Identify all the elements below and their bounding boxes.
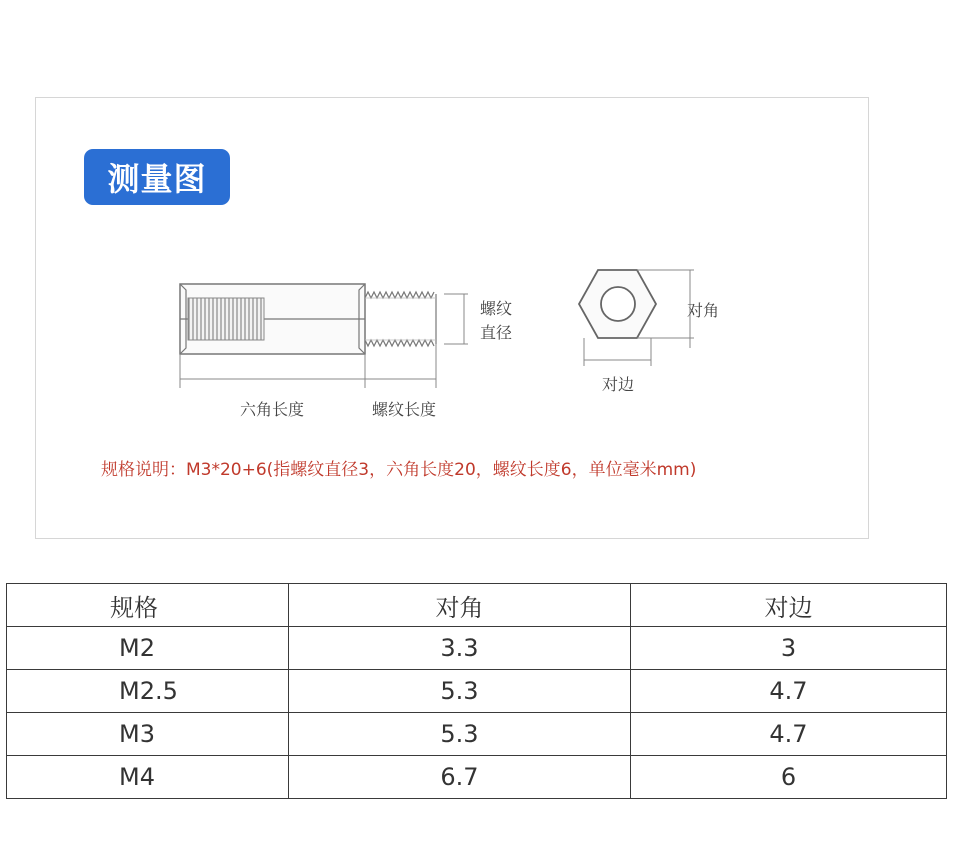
cell-across-flats: 4.7	[631, 670, 947, 713]
table-row	[7, 713, 947, 756]
measurement-badge: 测量图	[84, 149, 230, 205]
hex-body	[180, 284, 365, 354]
cell-spec: M2.5	[7, 670, 289, 713]
table-header-row	[7, 584, 947, 627]
measurement-panel	[35, 97, 869, 539]
cell-across-flats: 3	[631, 627, 947, 670]
cell-diagonal: 3.3	[289, 627, 631, 670]
header-spec: 规格	[7, 584, 289, 627]
across-flats-label: 对边	[601, 375, 635, 394]
length-dimensions	[180, 344, 436, 419]
cell-spec: M4	[7, 756, 289, 799]
table-row	[7, 627, 947, 670]
table-row	[7, 756, 947, 799]
thread-diameter-dimension	[444, 294, 512, 344]
cell-diagonal: 5.3	[289, 713, 631, 756]
thread-diameter-label-2: 直径	[480, 323, 513, 342]
cell-diagonal: 5.3	[289, 670, 631, 713]
cell-spec: M2	[7, 627, 289, 670]
hex-end-view	[579, 270, 719, 394]
header-across-flats: 对边	[631, 584, 947, 627]
header-diagonal: 对角	[289, 584, 631, 627]
diagonal-label: 对角	[687, 301, 720, 320]
spec-table	[6, 583, 947, 799]
thread-diameter-label-1: 螺纹	[480, 299, 513, 318]
cell-spec: M3	[7, 713, 289, 756]
hex-length-label: 六角长度	[239, 400, 305, 419]
external-thread	[365, 292, 436, 346]
table-row	[7, 670, 947, 713]
cell-across-flats: 6	[631, 756, 947, 799]
cell-diagonal: 6.7	[289, 756, 631, 799]
thread-length-label: 螺纹长度	[371, 400, 437, 419]
spec-note: 规格说明：M3*20+6(指螺纹直径3，六角长度20，螺纹长度6，单位毫米mm)	[101, 460, 697, 480]
cell-across-flats: 4.7	[631, 713, 947, 756]
